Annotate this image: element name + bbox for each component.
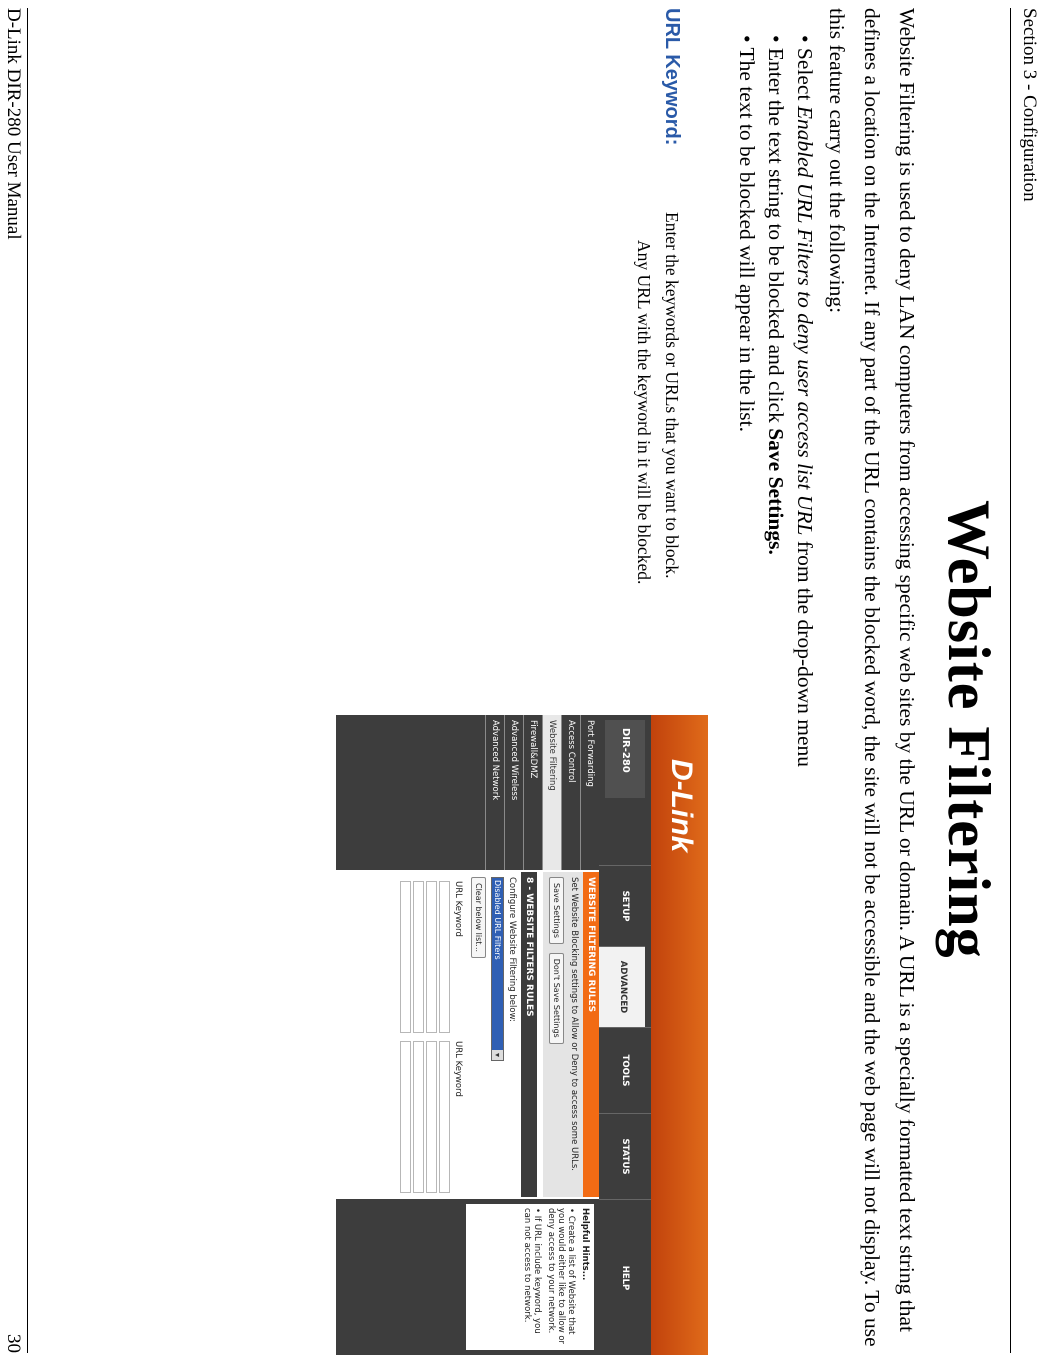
bullet-appear: • The text to be blocked will appear in the list.	[735, 35, 759, 433]
help-hint-1: • Create a list of Website that you would either like to allow or deny access to your network.	[546, 1208, 576, 1345]
bullet-select: • Select Enabled URL Filters to deny user access list URL from the drop-down menu	[793, 35, 817, 768]
filters-heading: 8 - WEBSITE FILTERS RULES	[521, 872, 537, 1197]
keyword-input[interactable]	[426, 1041, 437, 1193]
keyword-input[interactable]	[413, 881, 424, 1033]
dont-save-settings-button[interactable]: Don't Save Settings	[549, 953, 564, 1044]
router-screenshot	[336, 715, 708, 1355]
rules-panel	[543, 872, 583, 1197]
clear-list-button[interactable]: Clear below list...	[471, 877, 486, 958]
save-settings-button[interactable]: Save Settings	[549, 877, 564, 944]
page-number: 30	[3, 1334, 24, 1353]
footer-rule	[27, 8, 28, 1353]
help-box	[466, 1204, 594, 1350]
help-title: Helpful Hints...	[580, 1208, 590, 1281]
chevron-down-icon: ▾	[492, 1050, 503, 1060]
configure-label: Configure Website Filtering below:	[507, 877, 517, 1022]
rules-description: Set Website Blocking settings to Allow or Deny to access some URLs.	[569, 877, 579, 1172]
sidebar	[336, 715, 599, 870]
footer-manual: D-Link DIR-280 User Manual	[3, 8, 24, 240]
keyword-input[interactable]	[400, 881, 411, 1033]
help-column	[336, 1199, 599, 1355]
keyword-input[interactable]	[400, 1041, 411, 1193]
column-header: URL Keyword	[453, 1041, 463, 1097]
intro-paragraph: Website Filtering is used to deny LAN computers from accessing specific web sites by the URL or domain. A URL is a specially formatted text string that defines a location on the Internet. If any part of the URL contains the blocked word, the site will not be accessible and the web page will not display. To use this feature carry out the following:	[825, 8, 919, 1347]
column-header: URL Keyword	[453, 881, 463, 937]
sidebar-item-website-filtering[interactable]: Website Filtering	[542, 715, 561, 870]
url-keyword-description: Enter the keywords or URLs that you want to block. Any URL with the keyword in it will be blocked.	[634, 212, 682, 585]
keyword-table	[399, 877, 463, 1197]
main-content	[336, 872, 599, 1197]
tab-advanced[interactable]: ADVANCED	[599, 946, 645, 1027]
tab-help[interactable]: HELP	[599, 1199, 651, 1356]
tab-setup[interactable]: SETUP	[599, 865, 651, 946]
top-nav	[599, 715, 651, 1355]
help-hint-2: • If URL include keyword, you can not access to network.	[522, 1208, 542, 1334]
sidebar-item-port-forwarding[interactable]: Port Forwarding	[580, 715, 599, 870]
sidebar-item-access-control[interactable]: Access Control	[561, 715, 580, 870]
dlink-banner	[651, 715, 708, 1355]
keyword-input[interactable]	[413, 1041, 424, 1193]
keyword-input[interactable]	[439, 881, 450, 1033]
section-header: Section 3 - Configuration	[1019, 8, 1040, 202]
tab-status[interactable]: STATUS	[599, 1113, 651, 1199]
sidebar-item-firewall-dmz[interactable]: Firewall&DMZ	[523, 715, 542, 870]
filters-panel	[395, 872, 521, 1197]
page-title: Website Filtering	[936, 500, 1002, 959]
header-rule	[1010, 8, 1011, 1353]
model-badge: DIR-280	[605, 720, 645, 798]
sidebar-item-advanced-network[interactable]: Advanced Network	[485, 715, 504, 870]
instruction-list	[732, 35, 819, 935]
url-keyword-label: URL Keyword:	[661, 8, 683, 146]
bullet-enter: • Enter the text string to be blocked and click Save Settings.	[764, 35, 788, 555]
dlink-logo: D-Link	[665, 759, 698, 853]
tab-tools[interactable]: TOOLS	[599, 1027, 651, 1113]
keyword-input[interactable]	[426, 881, 437, 1033]
filter-mode-select[interactable]: Disabled URL Filters ▾	[491, 877, 504, 1061]
sidebar-item-advanced-wireless[interactable]: Advanced Wireless	[504, 715, 523, 870]
keyword-input[interactable]	[439, 1041, 450, 1193]
rules-heading: WEBSITE FILTERING RULES	[583, 872, 599, 1197]
